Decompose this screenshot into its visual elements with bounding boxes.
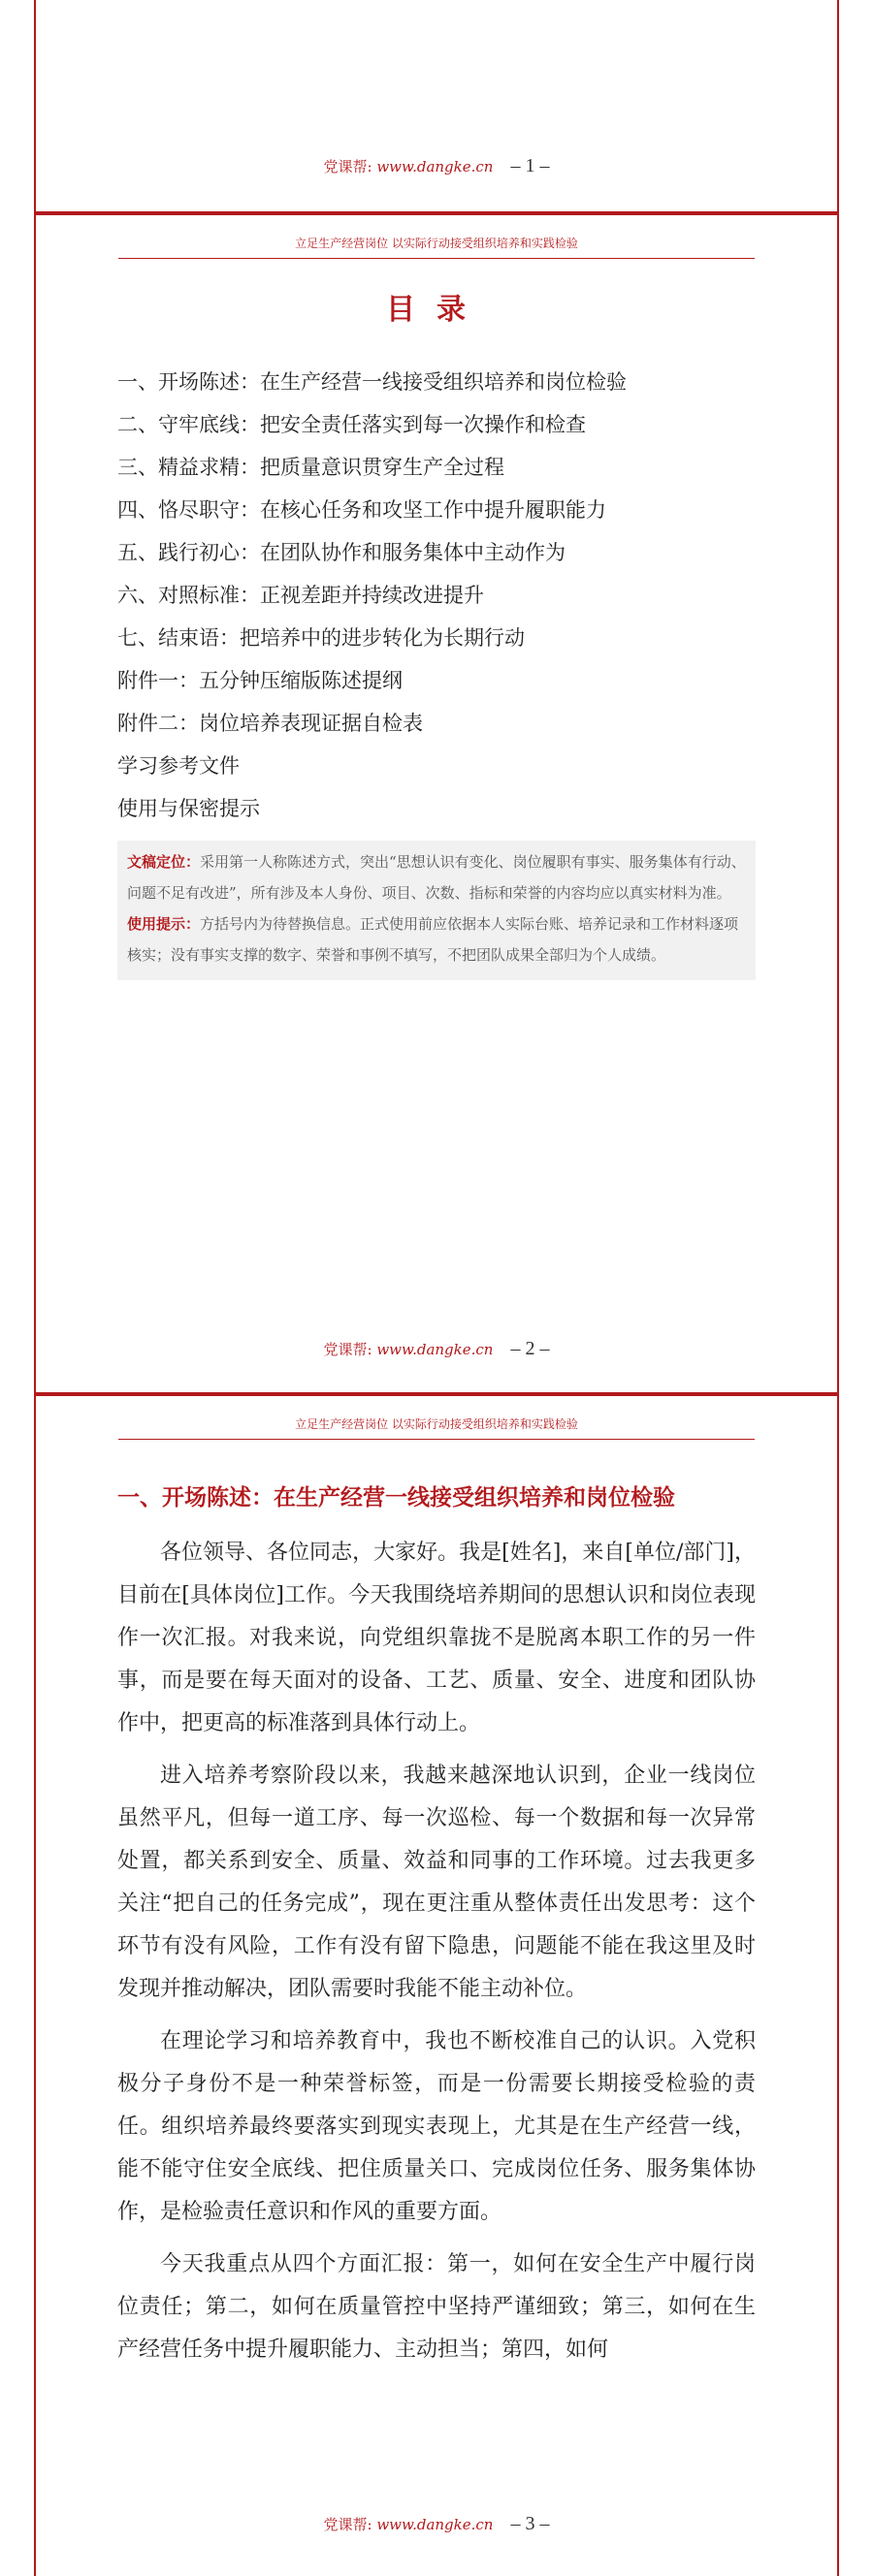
- toc-item-3[interactable]: 三、精益求精：把质量意识贯穿生产全过程: [117, 456, 504, 479]
- toc-item-6[interactable]: 六、对照标准：正视差距并持续改进提升: [117, 584, 484, 607]
- page-1: [36, 0, 837, 211]
- toc-item-4[interactable]: 四、恪尽职守：在核心任务和攻坚工作中提升履职能力: [117, 498, 606, 522]
- table-of-contents: [117, 361, 756, 830]
- toc-item-attachment-2[interactable]: 附件二：岗位培养表现证据自检表: [117, 712, 423, 735]
- note-usage-text: 方括号内为待替换信息。正式使用前应依据本人实际台账、培养记录和工作材料逐项核实；没有事实支撑的数字、荣誉和事例不填写，不把团队成果全部归为个人成绩。: [127, 915, 739, 964]
- toc-item-references[interactable]: 学习参考文件: [117, 754, 240, 778]
- footer-label: 党课帮:: [323, 2516, 377, 2533]
- note-positioning: [127, 846, 746, 908]
- toc-item-attachment-1[interactable]: 附件一：五分钟压缩版陈述提纲: [117, 669, 403, 692]
- page-3: [36, 1396, 837, 2576]
- note-usage-label: 使用提示：: [127, 915, 201, 933]
- paragraph: 进入培养考察阶段以来，我越来越深地认识到，企业一线岗位虽然平凡，但每一道工序、每一次巡检、每一个数据和每一次异常处置，都关系到安全、质量、效益和同事的工作环境。过去我更多关注“把自己的任务完成”，现在更注重从整体责任出发思考：这个环节有没有风险，工作有没有留下隐患，问题能不能在我这里及时发现并推动解决，团队需要时我能不能主动补位。: [117, 1764, 756, 2001]
- running-header: 立足生产经营岗位 以实际行动接受组织培养和实践检验: [118, 1415, 755, 1440]
- page-footer: [36, 155, 837, 177]
- paragraph: 各位领导、各位同志，大家好。我是[姓名]，来自[单位/部门]，目前在[具体岗位]工作。今天我围绕培养期间的思想认识和岗位表现作一次汇报。对我来说，向党组织靠拢不是脱离本职工作的另一件事，而是要在每天面对的设备、工艺、质量、安全、进度和团队协作中，把更高的标准落到具体行动上。: [117, 1541, 756, 1735]
- note-positioning-label: 文稿定位：: [127, 853, 201, 871]
- toc-item-7[interactable]: 七、结束语：把培养中的进步转化为长期行动: [117, 626, 525, 650]
- running-header: 立足生产经营岗位 以实际行动接受组织培养和实践检验: [118, 235, 755, 259]
- footer-label: 党课帮:: [323, 158, 377, 175]
- document-frame: [34, 0, 839, 2576]
- footer-site-link[interactable]: www.dangke.cn: [376, 158, 494, 175]
- toc-item-usage-notice[interactable]: 使用与保密提示: [117, 797, 260, 820]
- toc-title: 目录: [386, 293, 487, 327]
- page-number: – 2 –: [510, 1338, 550, 1359]
- page-2: [36, 215, 837, 1392]
- usage-note-box: [117, 841, 756, 980]
- toc-item-1[interactable]: 一、开场陈述：在生产经营一线接受组织培养和岗位检验: [117, 370, 627, 394]
- note-positioning-text: 采用第一人称陈述方式，突出“思想认识有变化、岗位履职有事实、服务集体有行动、问题不足有改进”，所有涉及本人身份、项目、次数、指标和荣誉的内容均应以真实材料为准。: [127, 853, 746, 902]
- section-title: 一、开场陈述：在生产经营一线接受组织培养和岗位检验: [117, 1484, 675, 1511]
- paragraph: 今天我重点从四个方面汇报：第一，如何在安全生产中履行岗位责任；第二，如何在质量管控中坚持严谨细致；第三，如何在生产经营任务中提升履职能力、主动担当；第四，如何: [117, 2252, 756, 2362]
- page-number: – 3 –: [510, 2513, 550, 2534]
- toc-item-2[interactable]: 二、守牢底线：把安全责任落实到每一次操作和检查: [117, 413, 586, 436]
- section-body: [117, 1532, 756, 2381]
- note-usage: [127, 908, 746, 970]
- footer-site-link[interactable]: www.dangke.cn: [376, 2516, 494, 2533]
- paragraph: 在理论学习和培养教育中，我也不断校准自己的认识。入党积极分子身份不是一种荣誉标签，而是一份需要长期接受检验的责任。组织培养最终要落实到现实表现上，尤其是在生产经营一线，能不能守住安全底线、把住质量关口、完成岗位任务、服务集体协作，是检验责任意识和作风的重要方面。: [117, 2029, 756, 2224]
- page-footer: [36, 2509, 837, 2539]
- page-number: – 1 –: [510, 155, 550, 176]
- footer-site-link[interactable]: www.dangke.cn: [376, 1341, 494, 1358]
- page-footer: [36, 1338, 837, 1360]
- toc-item-5[interactable]: 五、践行初心：在团队协作和服务集体中主动作为: [117, 541, 566, 564]
- footer-label: 党课帮:: [323, 1341, 377, 1358]
